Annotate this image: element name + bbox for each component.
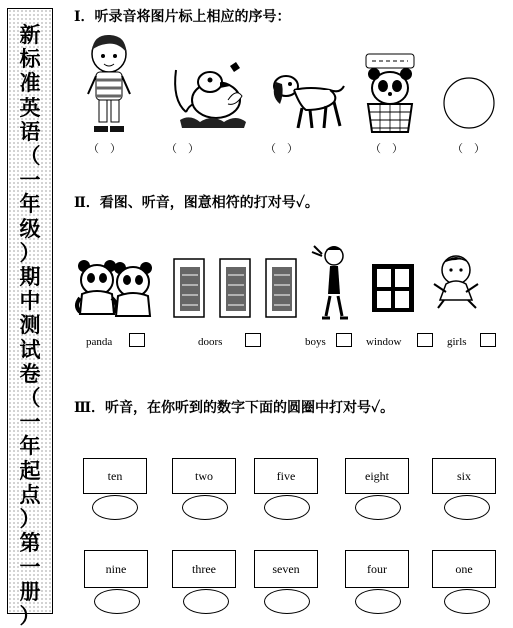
answer-oval-ten[interactable] [92,495,138,520]
circle-picture [442,76,496,130]
title-strip [7,8,53,628]
vertical-title-char: 点 [19,481,41,507]
checkmark-icon: ✓。 [371,400,395,416]
answer-oval-two[interactable] [182,495,228,520]
pandas-picture [74,258,156,320]
vertical-title-char: 测 [19,312,41,338]
vertical-title-char: 一 [19,167,41,193]
label-boys: boys [305,336,326,348]
label-panda: panda [86,336,113,348]
checkbox-girls[interactable] [480,333,496,347]
vertical-title-char: 第 [19,530,41,556]
blank-1[interactable]: （ ） [88,142,121,155]
vertical-title-char: 册 [19,578,41,604]
number-box-two: two [172,458,236,494]
vertical-title-char: 年 [19,191,41,217]
answer-oval-three[interactable] [183,589,229,614]
girls-picture [432,250,482,312]
blank-2[interactable]: （ ） [166,142,199,155]
section1-title: Ⅰ．听录音将图片标上相应的序号： [74,9,291,25]
label-girls: girls [447,336,467,348]
number-box-one: one [432,550,496,588]
answer-oval-one[interactable] [444,589,490,614]
boy-picture [86,32,132,136]
number-box-four: four [345,550,409,588]
vertical-title-char: 年 [19,433,41,459]
vertical-title-char: 中 [19,288,41,314]
answer-oval-eight[interactable] [355,495,401,520]
blank-4[interactable]: （ ） [370,142,403,155]
vertical-title-char: 级 [19,215,41,241]
label-doors: doors [198,336,223,348]
vertical-title-char: ） [19,506,41,532]
section3-title: Ⅲ．听音，在你听到的数字下面的圆圈中打对号✓。 [74,400,395,416]
vertical-title-char: 起 [19,457,41,483]
vertical-title-char: 语 [19,118,41,144]
window-picture [370,262,416,314]
answer-oval-nine[interactable] [94,589,140,614]
vertical-title-char: 期 [19,264,41,290]
panda-basket-picture [360,52,420,136]
number-box-eight: eight [345,458,409,494]
vertical-title-char: ） [19,602,41,628]
number-box-nine: nine [84,550,148,588]
bird-picture [170,60,254,132]
answer-oval-five[interactable] [264,495,310,520]
vertical-title-char: 标 [19,46,41,72]
boys-picture [310,240,350,322]
blank-5[interactable]: （ ） [452,142,485,155]
dog-picture [270,66,350,132]
answer-oval-six[interactable] [444,495,490,520]
blank-3[interactable]: （ ） [265,142,298,155]
checkbox-doors[interactable] [245,333,261,347]
vertical-title-char: （ [19,385,41,411]
label-window: window [366,336,402,348]
vertical-title-char: 新 [19,22,41,47]
vertical-title-char: （ [19,143,41,169]
number-box-ten: ten [83,458,147,494]
vertical-title-char: 一 [19,554,41,580]
answer-oval-seven[interactable] [264,589,310,614]
number-box-seven: seven [254,550,318,588]
checkbox-window[interactable] [417,333,433,347]
vertical-title-char: 卷 [19,360,41,386]
checkbox-boys[interactable] [336,333,352,347]
number-box-five: five [254,458,318,494]
number-box-six: six [432,458,496,494]
vertical-title [8,23,52,628]
vertical-title-char: 试 [19,336,41,362]
doors-picture [170,255,298,321]
checkbox-panda[interactable] [129,333,145,347]
vertical-title-char: ） [19,239,41,265]
vertical-title-char: 一 [19,409,41,435]
checkmark-icon: ✓。 [295,195,319,211]
section2-title: Ⅱ．看图、听音，图意相符的打对号✓。 [74,195,319,211]
number-box-three: three [172,550,236,588]
answer-oval-four[interactable] [355,589,401,614]
vertical-title-char: 英 [19,94,41,120]
vertical-title-char: 准 [19,70,41,96]
